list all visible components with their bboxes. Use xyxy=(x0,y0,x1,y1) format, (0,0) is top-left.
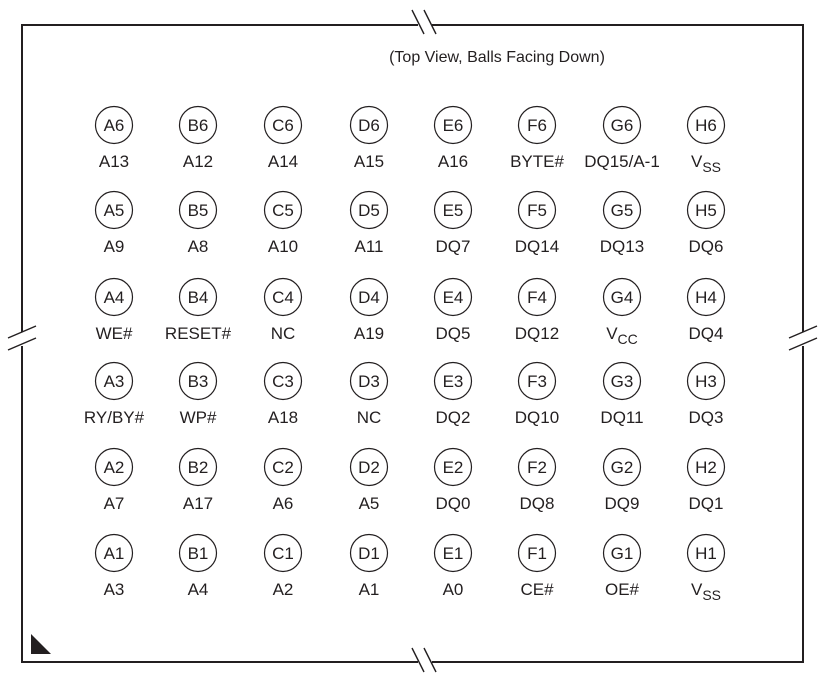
break-mark-bottom xyxy=(412,648,436,672)
ball-id-label: D1 xyxy=(358,544,380,563)
ball-id-label: G3 xyxy=(610,372,634,391)
ball-id-label: F6 xyxy=(527,116,547,135)
signal-name: BYTE# xyxy=(510,152,564,171)
ball-id-label: A5 xyxy=(103,201,125,220)
ball-signal-label xyxy=(689,324,724,343)
ball-signal-label xyxy=(691,152,721,175)
ball-id-label: F1 xyxy=(527,544,547,563)
signal-name: A6 xyxy=(272,494,294,513)
signal-name: A13 xyxy=(98,152,130,171)
ball-id-label: G6 xyxy=(610,116,634,135)
signal-name: DQ8 xyxy=(519,494,555,513)
ball-a1 xyxy=(96,535,133,600)
ball-id-label: D2 xyxy=(358,458,380,477)
signal-name: A5 xyxy=(358,494,380,513)
signal-name: A8 xyxy=(187,237,209,256)
ball-h6 xyxy=(688,107,725,176)
ball-signal-label xyxy=(605,580,640,599)
ball-id-label: C2 xyxy=(272,458,294,477)
ball-signal-label xyxy=(436,408,471,427)
ball-g4 xyxy=(604,279,641,348)
ball-signal-label xyxy=(515,324,559,343)
ball-id-label: G4 xyxy=(610,288,634,307)
ball-signal-label xyxy=(438,152,468,171)
ball-e2 xyxy=(435,449,472,514)
ball-c3 xyxy=(265,363,302,428)
ball-signal-label xyxy=(354,152,384,171)
pin1-corner-marker xyxy=(31,634,51,654)
ball-signal-label xyxy=(600,408,643,427)
signal-name: RY/BY# xyxy=(83,408,145,427)
ball-id-label: B3 xyxy=(187,372,209,391)
ball-h4 xyxy=(688,279,725,344)
ball-e1 xyxy=(435,535,472,600)
signal-name: DQ14 xyxy=(514,237,560,256)
ball-signal-label xyxy=(99,152,129,171)
signal-subscript: SS xyxy=(702,159,722,175)
signal-name: A18 xyxy=(267,408,299,427)
ball-id-label: E6 xyxy=(442,116,464,135)
ball-id-label: C1 xyxy=(272,544,294,563)
ball-b5 xyxy=(180,192,217,257)
ball-grid xyxy=(84,107,725,604)
signal-name: A15 xyxy=(353,152,385,171)
ball-h1 xyxy=(688,535,725,604)
ball-e3 xyxy=(435,363,472,428)
ball-signal-label xyxy=(436,324,471,343)
signal-name: NC xyxy=(356,408,382,427)
signal-name: V xyxy=(690,152,703,171)
ball-signal-label xyxy=(104,237,125,256)
ball-signal-label xyxy=(515,237,559,256)
signal-name: DQ15/A-1 xyxy=(584,152,660,171)
ball-id-label: A2 xyxy=(103,458,125,477)
ball-id-label: B2 xyxy=(187,458,209,477)
signal-name: A0 xyxy=(442,580,464,599)
signal-name: A1 xyxy=(358,580,380,599)
ball-e6 xyxy=(435,107,472,172)
ball-id-label: H1 xyxy=(695,544,717,563)
ball-id-label: F2 xyxy=(527,458,547,477)
ball-id-label: C5 xyxy=(272,201,294,220)
ball-id-label: C3 xyxy=(272,372,294,391)
ball-signal-label xyxy=(84,408,145,427)
signal-name: A17 xyxy=(182,494,214,513)
signal-name: A14 xyxy=(267,152,299,171)
ball-id-label: H3 xyxy=(695,372,717,391)
signal-name: RESET# xyxy=(164,324,232,343)
ball-id-label: H4 xyxy=(695,288,717,307)
ball-id-label: D6 xyxy=(358,116,380,135)
ball-signal-label xyxy=(359,494,380,513)
ball-id-label: E1 xyxy=(442,544,464,563)
ball-id-label: E2 xyxy=(442,458,464,477)
ball-id-label: C4 xyxy=(272,288,294,307)
ball-id-label: E4 xyxy=(442,288,464,307)
ball-id-label: H5 xyxy=(695,201,717,220)
ball-signal-label xyxy=(188,580,209,599)
signal-name: CE# xyxy=(520,580,554,599)
ball-signal-label xyxy=(273,580,294,599)
ball-id-label: G2 xyxy=(610,458,634,477)
ball-id-label: C6 xyxy=(272,116,294,135)
ball-id-label: B4 xyxy=(187,288,209,307)
ball-id-label: A1 xyxy=(103,544,125,563)
ball-signal-label xyxy=(600,237,644,256)
ball-g2 xyxy=(604,449,641,514)
ball-id-label: A3 xyxy=(103,372,125,391)
signal-name: DQ0 xyxy=(435,494,471,513)
ball-id-label: D3 xyxy=(358,372,380,391)
ball-signal-label xyxy=(357,408,382,427)
ball-signal-label xyxy=(436,237,471,256)
ball-signal-label xyxy=(104,494,125,513)
ball-signal-label xyxy=(354,324,384,343)
ball-f3 xyxy=(515,363,559,428)
ball-c2 xyxy=(265,449,302,514)
ball-a4 xyxy=(96,279,133,344)
signal-subscript: SS xyxy=(702,587,722,603)
ball-a3 xyxy=(84,363,145,428)
ball-id-label: D4 xyxy=(358,288,380,307)
signal-name: A9 xyxy=(103,237,125,256)
ball-signal-label xyxy=(355,237,384,256)
signal-name: DQ1 xyxy=(688,494,724,513)
ball-f6 xyxy=(510,107,564,172)
ball-h2 xyxy=(688,449,725,514)
ball-signal-label xyxy=(436,494,471,513)
ball-signal-label xyxy=(359,580,380,599)
ball-b6 xyxy=(180,107,217,172)
signal-name: DQ13 xyxy=(599,237,645,256)
ball-e4 xyxy=(435,279,472,344)
signal-name: V xyxy=(606,324,618,343)
ball-h3 xyxy=(688,363,725,428)
signal-name: DQ2 xyxy=(435,408,471,427)
ball-id-label: F3 xyxy=(527,372,547,391)
ball-id-label: G1 xyxy=(610,544,634,563)
ball-signal-label xyxy=(268,237,298,256)
signal-name: DQ9 xyxy=(604,494,640,513)
ball-signal-label xyxy=(268,152,298,171)
signal-name: A11 xyxy=(354,237,384,256)
ball-id-label: D5 xyxy=(358,201,380,220)
ball-signal-label xyxy=(188,237,209,256)
ball-id-label: A4 xyxy=(103,288,125,307)
ball-c4 xyxy=(265,279,302,344)
ball-signal-label xyxy=(689,408,724,427)
ball-b3 xyxy=(180,363,217,428)
signal-name: WE# xyxy=(95,324,133,343)
signal-name: WP# xyxy=(179,408,217,427)
ball-c1 xyxy=(265,535,302,600)
ball-signal-label xyxy=(165,324,232,343)
signal-name: A4 xyxy=(187,580,209,599)
signal-name: V xyxy=(690,580,703,599)
ball-g5 xyxy=(600,192,644,257)
ball-signal-label xyxy=(183,494,213,513)
ball-id-label: B1 xyxy=(187,544,209,563)
ball-g3 xyxy=(600,363,643,428)
signal-name: A16 xyxy=(437,152,469,171)
ball-signal-label xyxy=(605,494,640,513)
signal-name: DQ4 xyxy=(688,324,724,343)
ball-id-label: H6 xyxy=(695,116,717,135)
ball-a6 xyxy=(96,107,133,172)
ball-a5 xyxy=(96,192,133,257)
signal-name: A12 xyxy=(182,152,214,171)
ball-id-label: B5 xyxy=(187,201,209,220)
ball-a2 xyxy=(96,449,133,514)
ball-d4 xyxy=(351,279,388,344)
ball-d2 xyxy=(351,449,388,514)
ball-c5 xyxy=(265,192,302,257)
ball-id-label: F5 xyxy=(527,201,547,220)
ball-d1 xyxy=(351,535,388,600)
ball-signal-label xyxy=(271,324,296,343)
ball-b2 xyxy=(180,449,217,514)
ball-signal-label xyxy=(520,494,555,513)
ball-signal-label xyxy=(691,580,721,603)
ball-id-label: F4 xyxy=(527,288,547,307)
ball-b4 xyxy=(165,279,232,344)
ball-id-label: E5 xyxy=(442,201,464,220)
ball-signal-label xyxy=(96,324,133,343)
signal-name: A19 xyxy=(353,324,385,343)
signal-name: A2 xyxy=(272,580,294,599)
ball-signal-label xyxy=(584,152,660,171)
ball-f4 xyxy=(515,279,559,344)
package-outline xyxy=(22,25,803,662)
ball-signal-label xyxy=(268,408,298,427)
ball-signal-label xyxy=(510,152,564,171)
ball-signal-label xyxy=(515,408,559,427)
view-caption: (Top View, Balls Facing Down) xyxy=(389,49,605,66)
signal-name: DQ6 xyxy=(688,237,724,256)
ball-signal-label xyxy=(183,152,213,171)
signal-name: OE# xyxy=(604,580,640,599)
ball-id-label: A6 xyxy=(103,116,125,135)
signal-name: DQ7 xyxy=(435,237,471,256)
ball-f2 xyxy=(519,449,556,514)
signal-name: DQ5 xyxy=(435,324,471,343)
ball-signal-label xyxy=(443,580,464,599)
ball-f1 xyxy=(519,535,556,600)
signal-name: DQ12 xyxy=(514,324,560,343)
ball-signal-label xyxy=(273,494,294,513)
ball-id-label: H2 xyxy=(695,458,717,477)
signal-subscript: CC xyxy=(617,331,638,347)
ball-g6 xyxy=(584,107,660,172)
signal-name: A7 xyxy=(103,494,125,513)
ball-id-label: E3 xyxy=(442,372,464,391)
break-mark-top xyxy=(412,10,436,34)
ball-d6 xyxy=(351,107,388,172)
ball-e5 xyxy=(435,192,472,257)
ball-f5 xyxy=(515,192,559,257)
ball-d5 xyxy=(351,192,388,257)
ball-g1 xyxy=(604,535,641,600)
ball-b1 xyxy=(180,535,217,600)
ball-h5 xyxy=(688,192,725,257)
signal-name: A10 xyxy=(267,237,299,256)
ball-id-label: G5 xyxy=(610,201,634,220)
signal-name: DQ11 xyxy=(600,408,644,427)
signal-name: NC xyxy=(270,324,296,343)
ball-signal-label xyxy=(689,237,724,256)
signal-name: A3 xyxy=(103,580,125,599)
ball-signal-label xyxy=(104,580,125,599)
ball-signal-label xyxy=(520,580,554,599)
signal-name: DQ3 xyxy=(688,408,724,427)
signal-name: DQ10 xyxy=(514,408,560,427)
ball-d3 xyxy=(351,363,388,428)
ball-signal-label xyxy=(180,408,217,427)
ball-signal-label xyxy=(689,494,724,513)
ball-signal-label xyxy=(606,324,638,347)
ball-c6 xyxy=(265,107,302,172)
ball-id-label: B6 xyxy=(187,116,209,135)
